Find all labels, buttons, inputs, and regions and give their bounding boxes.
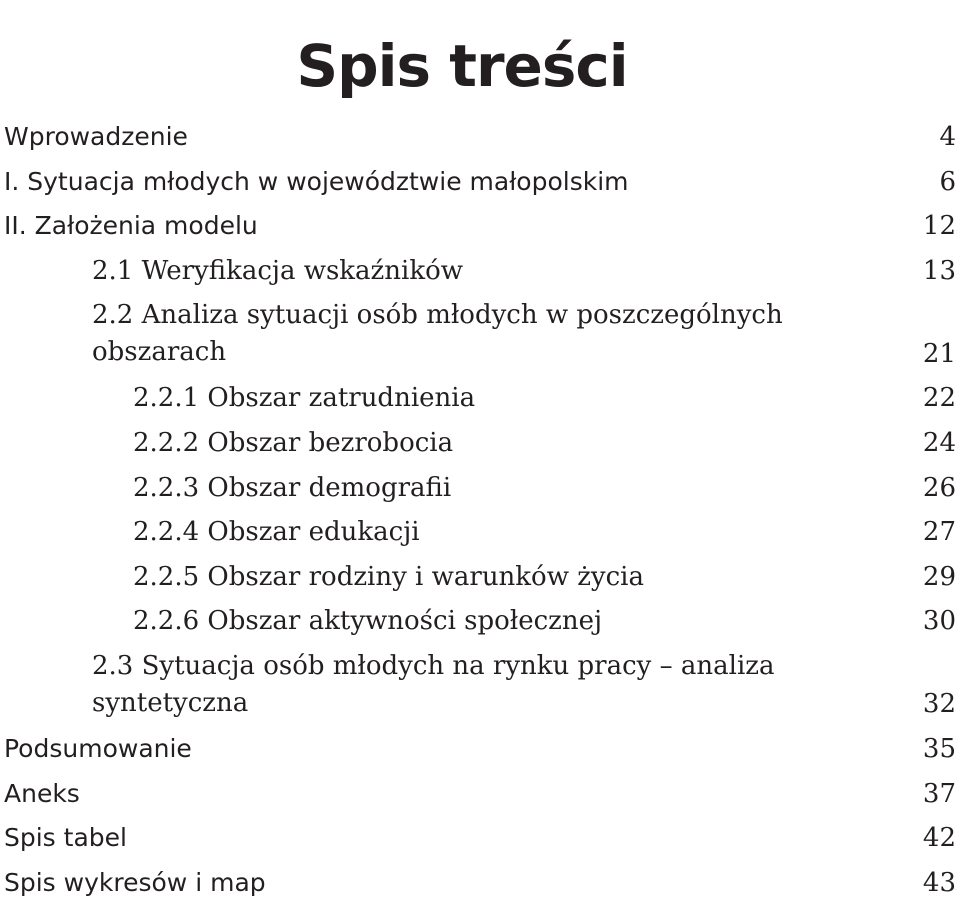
toc-entry-page: 4 bbox=[939, 122, 956, 152]
toc-entry-wprowadzenie[interactable] bbox=[0, 115, 958, 160]
toc-entry-2-2[interactable] bbox=[0, 293, 958, 376]
toc-entry-label: 2.3 Sytuacja osób młodych na rynku pracy – analiza syntetyczna bbox=[92, 650, 775, 718]
toc-entry-label: 2.2.6 Obszar aktywności społecznej bbox=[133, 606, 603, 637]
toc-entry-podsumowanie[interactable] bbox=[0, 727, 958, 772]
toc-entry-sytuacja-mlodych[interactable] bbox=[0, 160, 958, 205]
toc-entry-spis-tabel[interactable] bbox=[0, 816, 958, 861]
toc-entry-page: 26 bbox=[922, 472, 956, 503]
toc-entry-label: Spis tabel bbox=[4, 823, 127, 853]
toc-entry-2-2-3[interactable] bbox=[0, 466, 958, 511]
toc-entry-spis-wykresow[interactable] bbox=[0, 861, 958, 905]
toc-entry-label: I. Sytuacja młodych w województwie małopolskim bbox=[4, 166, 629, 196]
toc-entry-2-2-5[interactable] bbox=[0, 555, 958, 600]
toc-entry-label: Aneks bbox=[4, 778, 80, 808]
toc-entry-page: 29 bbox=[922, 561, 956, 592]
toc-entry-zalozenia-modelu[interactable] bbox=[0, 204, 958, 249]
toc-entry-page: 30 bbox=[922, 606, 956, 637]
toc-entry-2-2-6[interactable] bbox=[0, 599, 958, 644]
page-title: Spis treści bbox=[296, 31, 628, 100]
toc-entry-label: 2.1 Weryfikacja wskaźników bbox=[92, 255, 463, 286]
toc-entry-page: 42 bbox=[922, 823, 956, 854]
toc-entry-2-2-2[interactable] bbox=[0, 421, 958, 466]
toc-entry-2-2-4[interactable] bbox=[0, 510, 958, 555]
toc-entry-2-3[interactable] bbox=[0, 644, 958, 727]
toc-entry-label: Spis wykresów i map bbox=[4, 867, 266, 897]
toc-entry-label: 2.2.3 Obszar demografii bbox=[133, 472, 452, 503]
toc-entry-label: II. Założenia modelu bbox=[4, 211, 258, 241]
toc-entry-page: 27 bbox=[922, 517, 956, 548]
toc-entry-page: 24 bbox=[922, 427, 956, 458]
toc-entry-label: Podsumowanie bbox=[4, 733, 192, 763]
toc-entry-page: 37 bbox=[922, 778, 956, 809]
toc-entry-page: 35 bbox=[922, 733, 956, 764]
toc-entry-page: 13 bbox=[922, 255, 956, 286]
table-of-contents bbox=[0, 115, 958, 905]
toc-entry-2-1[interactable] bbox=[0, 249, 958, 294]
toc-entry-label: 2.2.1 Obszar zatrudnienia bbox=[133, 383, 476, 414]
toc-entry-label: 2.2 Analiza sytuacji osób młodych w poszczególnych obszarach bbox=[92, 300, 783, 368]
toc-entry-2-2-1[interactable] bbox=[0, 376, 958, 421]
toc-entry-page: 43 bbox=[922, 867, 956, 898]
toc-entry-label: 2.2.2 Obszar bezrobocia bbox=[133, 427, 454, 458]
toc-entry-page: 32 bbox=[922, 689, 956, 720]
toc-entry-page: 22 bbox=[922, 383, 956, 414]
toc-entry-label: 2.2.5 Obszar rodziny i warunków życia bbox=[133, 561, 644, 592]
toc-entry-aneks[interactable] bbox=[0, 772, 958, 817]
toc-entry-page: 21 bbox=[922, 338, 956, 369]
toc-entry-label: 2.2.4 Obszar edukacji bbox=[133, 517, 420, 548]
toc-entry-label: Wprowadzenie bbox=[4, 122, 188, 151]
toc-entry-page: 12 bbox=[922, 211, 956, 242]
toc-entry-page: 6 bbox=[939, 166, 956, 197]
